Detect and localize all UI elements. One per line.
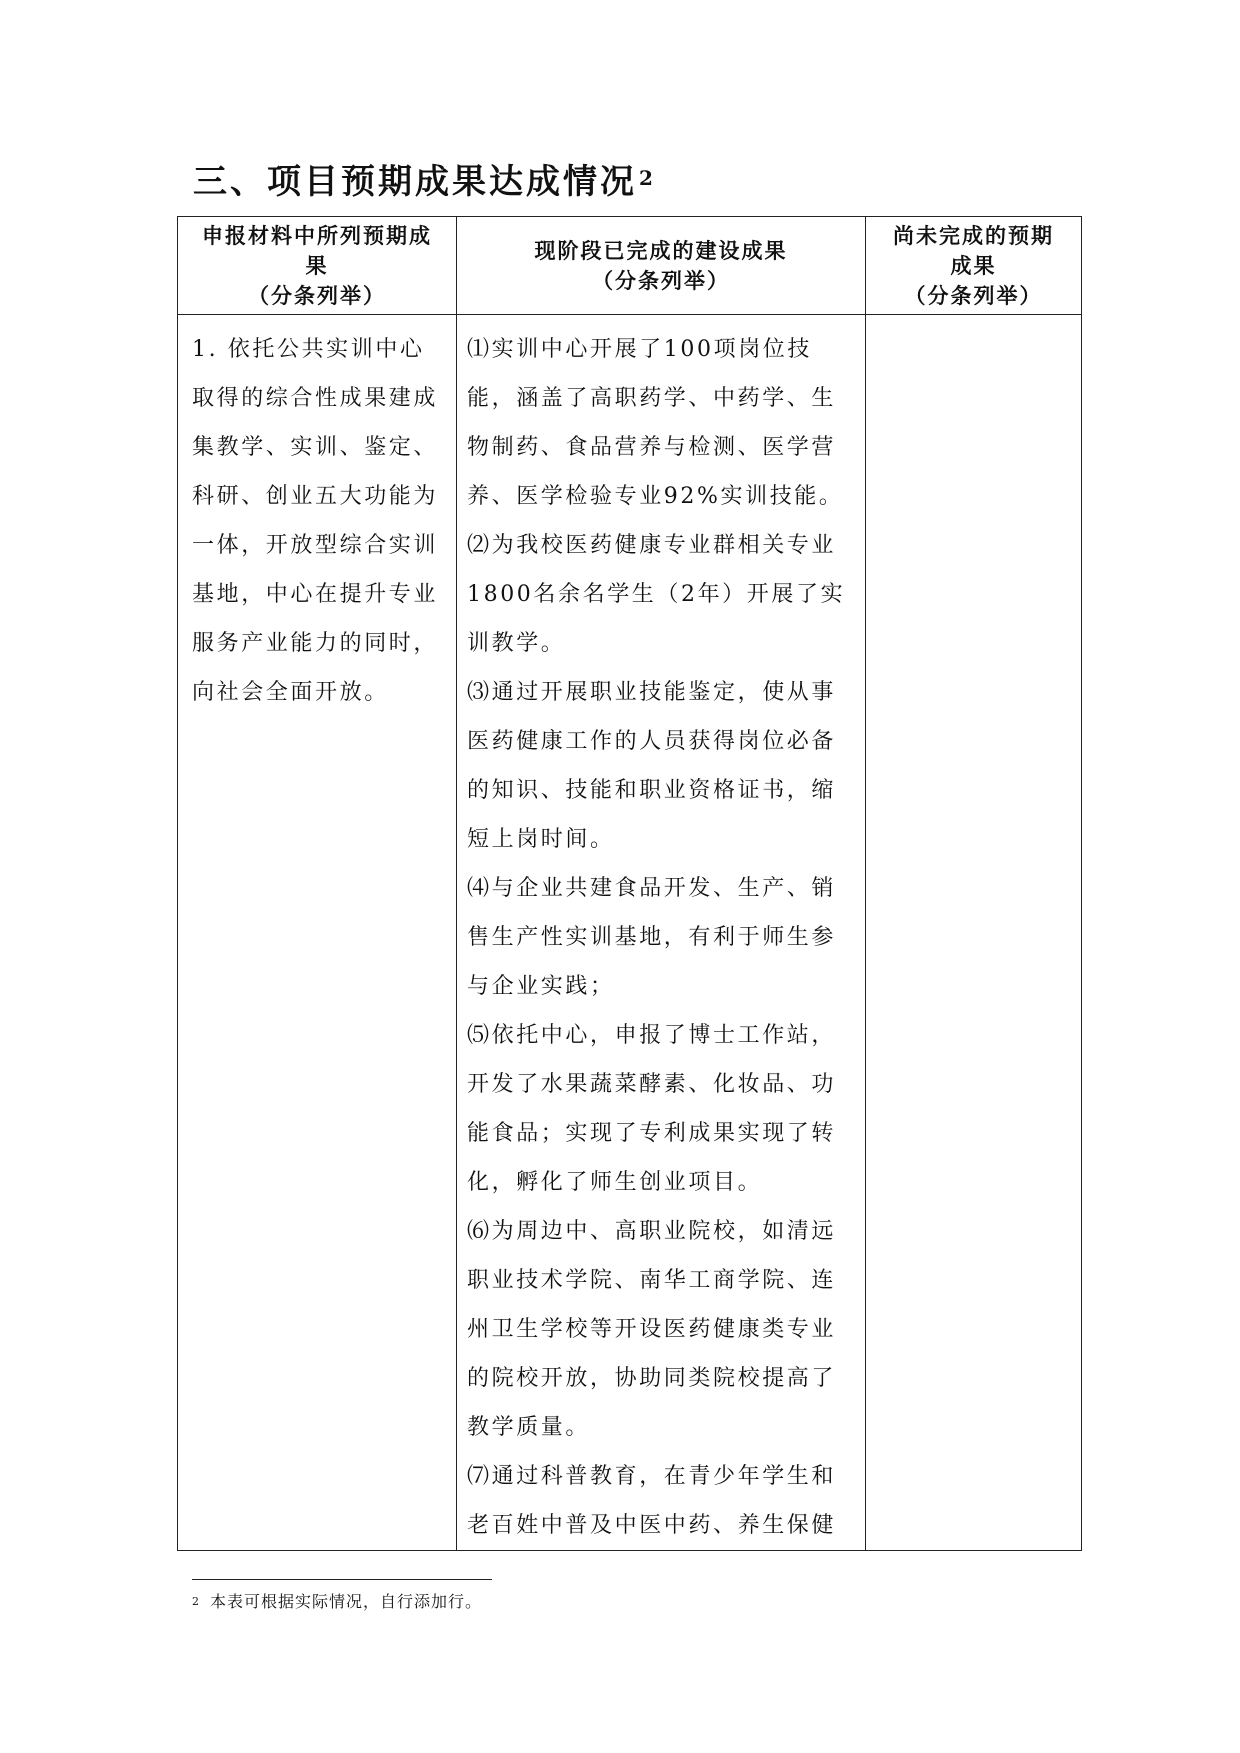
header-line: （分条列举） [248, 282, 386, 308]
completed-item: ⑴实训中心开展了100项岗位技能，涵盖了高职药学、中药学、生物制药、食品营养与检测、医学营养、医学检验专业92%实训技能。 [467, 337, 844, 509]
section-title-text: 三、项目预期成果达成情况 [193, 162, 637, 202]
header-line: 尚未完成的预期 [893, 222, 1054, 248]
completed-item: ⑹为周边中、高职业院校，如清远职业技术学院、南华工商学院、连州卫生学校等开设医药健康类专业的院校开放，协助同类院校提高了教学质量。 [467, 1219, 837, 1440]
completed-item: ⑵为我校医药健康专业群相关专业1800名余名学生（2年）开展了实训教学。 [467, 533, 846, 656]
header-line: 果 [305, 252, 329, 278]
completed-item: ⑶通过开展职业技能鉴定，使从事医药健康工作的人员获得岗位必备的知识、技能和职业资格证书，缩短上岗时间。 [467, 680, 837, 852]
section-title [193, 160, 656, 204]
header-line: 成果 [950, 252, 997, 278]
footnote-text: 本表可根据实际情况，自行添加行。 [210, 1592, 483, 1611]
uncompleted-outcomes-text [866, 315, 1081, 325]
table-header-row [178, 217, 1082, 315]
footnote [192, 1590, 482, 1614]
footnote-reference: 2 [639, 166, 656, 190]
table-row [178, 315, 1082, 1551]
completed-outcomes-list [457, 315, 865, 1550]
header-expected-outcomes [178, 217, 457, 315]
expected-outcome-text: 1. 依托公共实训中心取得的综合性成果建成集教学、实训、鉴定、科研、创业五大功能为一体，开放型综合实训基地，中心在提升专业服务产业能力的同时，向社会全面开放。 [192, 337, 439, 705]
header-uncompleted-outcomes [866, 217, 1082, 315]
header-line: 现阶段已完成的建设成果 [534, 237, 788, 263]
header-line: 申报材料中所列预期成 [202, 222, 432, 248]
expected-outcome-cell [178, 315, 457, 1551]
footnote-divider [192, 1579, 492, 1580]
header-line: （分条列举） [904, 282, 1043, 308]
completed-item: ⑸依托中心，申报了博士工作站，开发了水果蔬菜酵素、化妆品、功能食品；实现了专利成果实现了转化，孵化了师生创业项目。 [467, 1023, 837, 1195]
footnote-mark: 2 [192, 1595, 200, 1608]
completed-item: ⑷与企业共建食品开发、生产、销售生产性实训基地，有利于师生参与企业实践； [467, 876, 837, 999]
header-completed-outcomes [457, 217, 866, 315]
header-line: （分条列举） [592, 267, 730, 293]
outcomes-table [177, 216, 1082, 1551]
completed-item: ⑺通过科普教育，在青少年学生和老百姓中普及中医中药、养生保健 [467, 1464, 837, 1538]
uncompleted-outcomes-cell [866, 315, 1082, 1551]
completed-outcomes-cell [457, 315, 866, 1551]
